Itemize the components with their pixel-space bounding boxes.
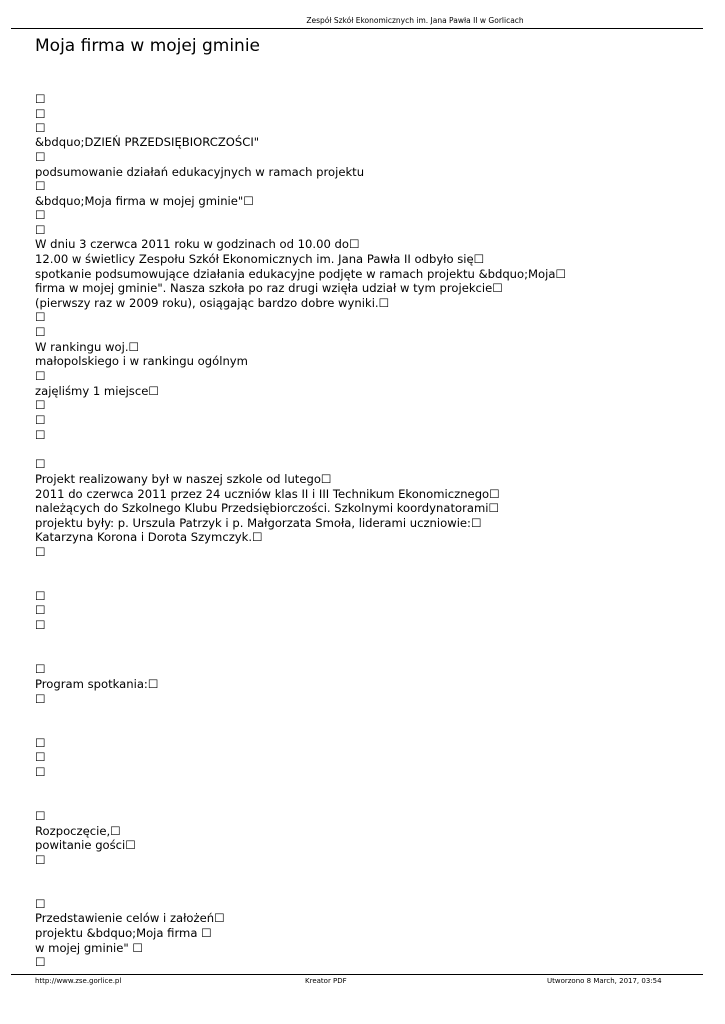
body-text-line: firma w mojej gminie". Nasza szkoła po raz drugi wzięła udział w tym projekcie☐ <box>35 281 503 295</box>
body-text-line: ☐ <box>35 428 46 442</box>
body-text-line: ☐ <box>35 208 46 222</box>
body-text-line: ☐ <box>35 589 46 603</box>
body-text-line: ☐ <box>35 897 46 911</box>
body-text-line: ☐ <box>35 325 46 339</box>
body-text-line: podsumowanie działań edukacyjnych w ramach projektu <box>35 165 365 179</box>
body-text-line: ☐ <box>35 545 46 559</box>
body-text-line: ☐ <box>35 223 46 237</box>
body-text-line: (pierwszy raz w 2009 roku), osiągając bardzo dobre wyniki.☐ <box>35 296 389 310</box>
body-text-line: spotkanie podsumowujące działania edukacyjne podjęte w ramach projektu &bdquo;Moja☐ <box>35 267 566 281</box>
body-text-line: ☐ <box>35 853 46 867</box>
body-text-line: 12.00 w świetlicy Zespołu Szkół Ekonomicznych im. Jana Pawła II odbyło się☐ <box>35 252 485 266</box>
body-text-line: należących do Szkolnego Klubu Przedsiębiorczości. Szkolnymi koordynatorami☐ <box>35 501 499 515</box>
footer-url: http://www.zse.gorlice.pl <box>35 977 122 985</box>
body-text-line: zajęliśmy 1 miejsce☐ <box>35 384 159 398</box>
header-rule <box>11 28 703 29</box>
body-text-line: ☐ <box>35 398 46 412</box>
body-text-line: ☐ <box>35 736 46 750</box>
body-text-line: projektu &bdquo;Moja firma ☐ <box>35 926 212 940</box>
body-text-line: w mojej gminie" ☐ <box>35 941 143 955</box>
body-text-line: ☐ <box>35 150 46 164</box>
body-text-line: ☐ <box>35 310 46 324</box>
body-text-line: małopolskiego i w rankingu ogólnym <box>35 354 248 368</box>
body-text-line: Katarzyna Korona i Dorota Szymczyk.☐ <box>35 530 263 544</box>
footer-rule <box>11 974 703 975</box>
body-text-line: ☐ <box>35 92 46 106</box>
body-text-line: ☐ <box>35 618 46 632</box>
page-title: Moja firma w mojej gminie <box>35 36 261 56</box>
body-text-line: &bdquo;Moja firma w mojej gminie"☐ <box>35 194 254 208</box>
body-text-line: ☐ <box>35 107 46 121</box>
body-text-line: ☐ <box>35 369 46 383</box>
body-text-line: W dniu 3 czerwca 2011 roku w godzinach od 10.00 do☐ <box>35 237 360 251</box>
body-text-line: ☐ <box>35 121 46 135</box>
body-text-line: W rankingu woj.☐ <box>35 340 139 354</box>
footer-created-date: Utworzono 8 March, 2017, 03:54 <box>547 977 662 985</box>
body-text-line: ☐ <box>35 179 46 193</box>
body-text-line: ☐ <box>35 413 46 427</box>
body-text-line: Projekt realizowany był w naszej szkole od lutego☐ <box>35 472 332 486</box>
body-text-line: Rozpoczęcie,☐ <box>35 824 121 838</box>
body-text-line: powitanie gości☐ <box>35 838 136 852</box>
footer-generator: Kreator PDF <box>305 977 347 985</box>
body-text-line: Przedstawienie celów i założeń☐ <box>35 911 225 925</box>
body-text-line: 2011 do czerwca 2011 przez 24 uczniów klas II i III Technikum Ekonomicznego☐ <box>35 487 500 501</box>
body-text-line: &bdquo;DZIEŃ PRZEDSIĘBIORCZOŚCI" <box>35 135 260 149</box>
body-text-line: Program spotkania:☐ <box>35 677 159 691</box>
body-text-line: projektu były: p. Urszula Patrzyk i p. Małgorzata Smoła, liderami uczniowie:☐ <box>35 516 482 530</box>
body-text-line: ☐ <box>35 457 46 471</box>
page-header-text: Zespół Szkół Ekonomicznych im. Jana Pawła II w Gorlicach <box>306 16 524 25</box>
body-text-line: ☐ <box>35 765 46 779</box>
body-text-line: ☐ <box>35 692 46 706</box>
body-text-line: ☐ <box>35 955 46 969</box>
body-text-line: ☐ <box>35 603 46 617</box>
body-text-line: ☐ <box>35 662 46 676</box>
body-text-line: ☐ <box>35 750 46 764</box>
body-text-line: ☐ <box>35 809 46 823</box>
